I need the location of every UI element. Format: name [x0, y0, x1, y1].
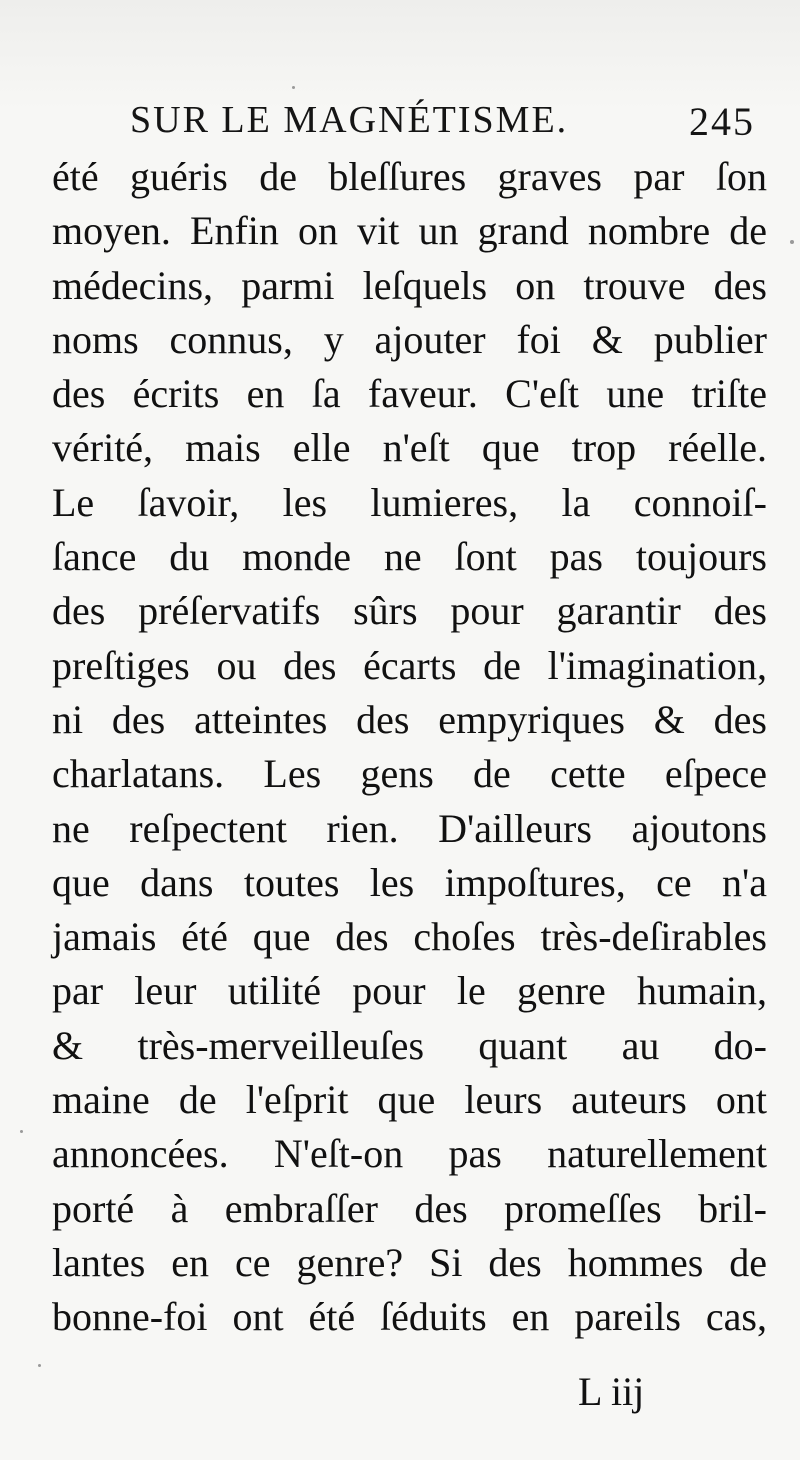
text-line: médecins, parmi leſquels on trouve des [52, 262, 767, 308]
text-line: charlatans. Les gens de cette eſpece [52, 751, 767, 797]
print-speck [790, 240, 794, 244]
print-speck [38, 1364, 41, 1367]
text-line: maine de l'eſprit que leurs auteurs ont [52, 1077, 767, 1123]
running-title: SUR LE MAGNÉTISME. [130, 99, 569, 141]
text-line: Le ſavoir, les lumieres, la connoiſ- [52, 479, 767, 525]
text-line: vérité, mais elle n'eſt que trop réelle. [52, 425, 767, 471]
text-line: & très-merveilleuſes quant au do- [52, 1022, 767, 1068]
body-text [52, 150, 767, 1345]
signature-mark: L iij [578, 1369, 645, 1414]
text-line: ne reſpectent rien. D'ailleurs ajoutons [52, 805, 767, 851]
print-speck [292, 86, 295, 89]
text-line: bonne-foi ont été ſéduits en pareils cas, [52, 1294, 767, 1340]
page-top-shading [0, 0, 800, 110]
text-line: jamais été que des choſes très-deſirables [52, 914, 767, 960]
text-line: ni des atteintes des empyriques & des [52, 696, 767, 742]
text-line: des préſervatifs sûrs pour garantir des [52, 588, 767, 634]
text-line: par leur utilité pour le genre humain, [52, 968, 767, 1014]
print-speck [20, 1130, 23, 1133]
text-line: moyen. Enfin on vit un grand nombre de [52, 208, 767, 254]
text-line: noms connus, y ajouter foi & publier [52, 316, 767, 362]
text-line: que dans toutes les impoſtures, ce n'a [52, 859, 767, 905]
text-line: porté à embraſſer des promeſſes bril- [52, 1185, 767, 1231]
running-head [130, 98, 755, 148]
text-line: ſance du monde ne ſont pas toujours [52, 534, 767, 580]
text-line: des écrits en ſa faveur. C'eſt une triſte [52, 371, 767, 417]
page-number: 245 [689, 99, 755, 144]
text-line: été guéris de bleſſures graves par ſon [52, 154, 767, 199]
text-line: preſtiges ou des écarts de l'imagination, [52, 642, 767, 688]
text-line: annoncées. N'eſt-on pas naturellement [52, 1131, 767, 1177]
text-line: lantes en ce genre? Si des hommes de [52, 1239, 767, 1285]
